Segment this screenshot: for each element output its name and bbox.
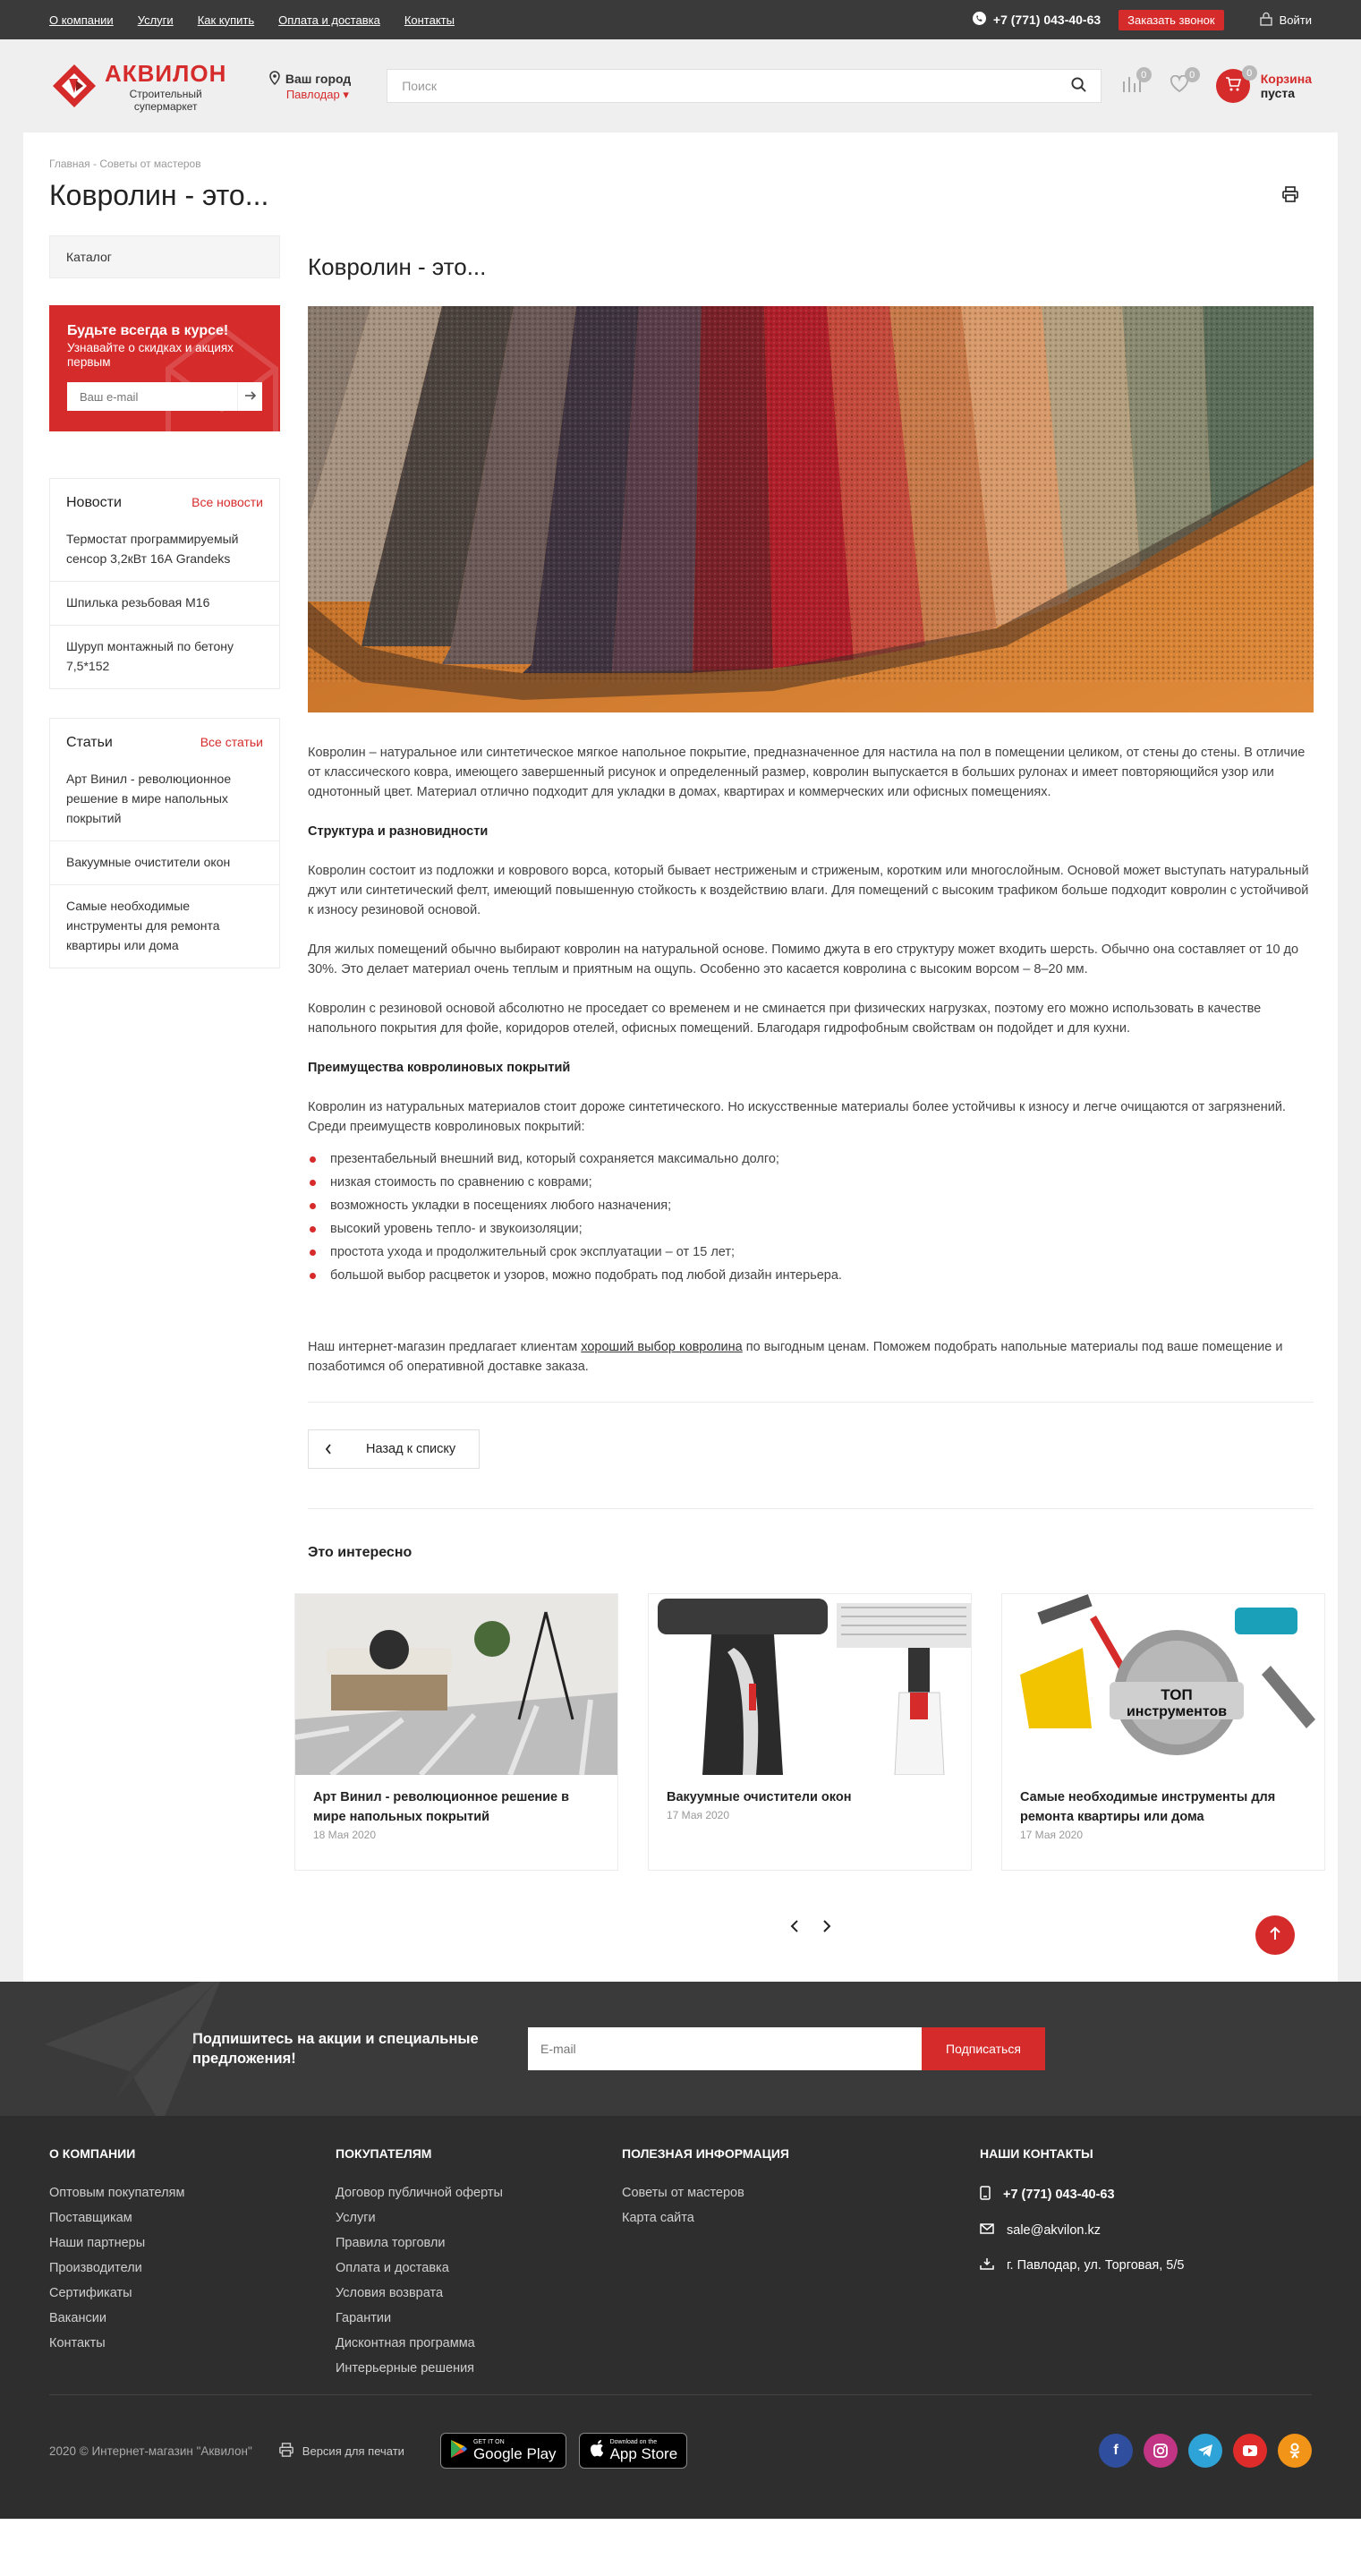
article-item[interactable]: Самые необходимые инструменты для ремонта квартиры или дома (66, 899, 220, 952)
city-label: Ваш город (285, 72, 352, 86)
footer (0, 2116, 1361, 2519)
footer-subscribe (0, 1982, 1361, 2116)
mobile-phone-icon (980, 2186, 991, 2204)
top-nav-about[interactable]: О компании (49, 13, 114, 27)
list-item: возможность укладки в посещениях любого назначения; (308, 1194, 1314, 1217)
cart-count: 0 (1242, 65, 1257, 81)
outro-text-a: Наш интернет-магазин предлагает клиентам (308, 1340, 582, 1354)
breadcrumb-separator: - (93, 158, 98, 170)
footer-subscribe-text: Подпишитесь на акции и специальные предложения! (192, 2031, 479, 2067)
subscribe-subtitle: Узнавайте о скидках и акциях первым (67, 341, 234, 369)
news-item[interactable]: Шуруп монтажный по бетону 7,5*152 (66, 639, 234, 673)
footer-link[interactable]: Дисконтная программа (336, 2336, 475, 2350)
articles-block (49, 718, 280, 968)
main-wrapper (0, 132, 1361, 1982)
paper-plane-icon (45, 1982, 224, 2116)
footer-link[interactable]: Гарантии (336, 2311, 392, 2325)
top-nav (49, 13, 455, 27)
cart-label: Корзина (1260, 72, 1312, 86)
arrow-up-icon (1269, 1926, 1281, 1944)
app-store-button[interactable] (579, 2433, 688, 2469)
logo-text (105, 60, 226, 113)
related-card[interactable] (294, 1593, 618, 1871)
footer-link[interactable]: Оплата и доставка (336, 2261, 449, 2275)
cart-status: пуста (1260, 86, 1296, 100)
interesting-heading: Это интересно (308, 1545, 413, 1560)
list-item: низкая стоимость по сравнению с коврами; (308, 1171, 1314, 1194)
footer-address (980, 2257, 1248, 2273)
instagram-icon[interactable] (1144, 2434, 1178, 2468)
news-block (49, 478, 280, 689)
app-store-text (610, 2439, 678, 2462)
mail-icon (980, 2223, 994, 2238)
breadcrumb-home[interactable]: Главная (49, 158, 90, 170)
article-outro (308, 1337, 1314, 1377)
subscribe-title: Будьте всегда в курсе! (67, 323, 229, 338)
footer-link[interactable]: Договор публичной оферты (336, 2186, 503, 2200)
google-play-text (473, 2439, 557, 2462)
app-store-small: Download on the (609, 2439, 658, 2445)
sidebar-subscribe (49, 305, 280, 431)
telegram-icon[interactable] (1188, 2434, 1222, 2468)
youtube-icon[interactable] (1233, 2434, 1267, 2468)
footer-link[interactable]: Правила торговли (336, 2236, 446, 2250)
city-value-row (286, 88, 378, 102)
cart-circle (1216, 67, 1253, 103)
news-title: Новости (66, 495, 122, 510)
top-phone-number: +7 (771) 043-40-63 (992, 13, 1102, 27)
facebook-icon[interactable]: f (1099, 2434, 1133, 2468)
footer-email[interactable] (980, 2223, 1248, 2238)
divider (308, 1508, 1314, 1509)
favorites-count: 0 (1185, 67, 1200, 82)
logo[interactable] (49, 60, 264, 113)
google-play-button[interactable] (440, 2433, 566, 2469)
tools-image-text-2: инструментов (1126, 1704, 1228, 1719)
top-phone[interactable] (973, 12, 1101, 28)
address-icon (980, 2257, 994, 2273)
top-nav-contacts[interactable]: Контакты (404, 13, 455, 27)
footer-col-info (622, 2146, 980, 2386)
page-title: Ковролин - это... (49, 179, 269, 211)
copyright: 2020 © Интернет-магазин "Аквилон" (49, 2444, 252, 2458)
card-date: 17 Мая 2020 (667, 1809, 730, 1821)
footer-link[interactable]: Наши партнеры (49, 2236, 146, 2250)
logo-sub-1: Строительный (129, 87, 202, 100)
phone-icon (973, 12, 986, 28)
footer-col-contacts (980, 2146, 1248, 2386)
card-date: 17 Мая 2020 (1020, 1829, 1084, 1841)
compare-count: 0 (1136, 67, 1152, 82)
footer-email-address: sale@akvilon.kz (1007, 2223, 1101, 2238)
main-content (23, 132, 1338, 1982)
print-icon[interactable] (1282, 186, 1298, 206)
cards-pager (308, 1919, 1314, 1937)
footer-link[interactable]: Условия возврата (336, 2286, 444, 2300)
carpet-catalog-link[interactable]: хороший выбор ковролина (581, 1340, 743, 1354)
scroll-to-top-button[interactable] (1255, 1915, 1295, 1955)
print-version-link[interactable] (279, 2443, 404, 2460)
related-cards (294, 1593, 1314, 1871)
vinyl-floor-image (295, 1594, 617, 1775)
top-bar-right (973, 10, 1312, 30)
back-to-list-button[interactable] (308, 1429, 480, 1469)
article-paragraph: Ковролин из натуральных материалов стоит дороже синтетического. Но искусственные материалы более устойчивы к износу и легче очищаются от загрязнений. Среди преимуществ ковролиновых покрытий: (308, 1100, 1286, 1134)
related-card[interactable] (648, 1593, 972, 1871)
footer-bottom (49, 2394, 1312, 2469)
footer-email-input[interactable] (528, 2042, 922, 2056)
article-paragraph: Ковролин с резиновой основой абсолютно не проседает со временем и не сминается при физических нагрузках, поэтому его можно использовать в качестве напольного покрытия для фойе, коридоров отелей, офисных помещений. Благодаря гидрофобным свойствам он подойдет и для кухни. (308, 1002, 1262, 1036)
footer-link[interactable]: Сертификаты (49, 2286, 132, 2300)
carpet-illustration (308, 306, 1314, 712)
top-nav-services[interactable]: Услуги (137, 13, 174, 27)
article-subheading: Преимущества ковролиновых покрытий (308, 1061, 571, 1075)
envelope-decor-icon (155, 315, 280, 431)
news-item[interactable]: Термостат программируемый сенсор 3,2кВт 16А Grandeks (50, 518, 279, 582)
list-item: большой выбор расцветок и узоров, можно подобрать под любой дизайн интерьера. (308, 1264, 1314, 1287)
city-label-row (268, 71, 378, 88)
footer-col-buyers (336, 2146, 622, 2386)
chevron-down-icon: ▾ (343, 87, 349, 101)
card-title: Самые необходимые инструменты для ремонта квартиры или дома (1020, 1790, 1276, 1824)
footer-link[interactable]: Производители (49, 2261, 142, 2275)
cart-button[interactable] (1216, 69, 1312, 103)
top-nav-how-to-buy[interactable]: Как купить (197, 13, 255, 27)
social-links (1099, 2434, 1312, 2468)
all-articles-link[interactable]: Все статьи (200, 735, 263, 749)
chevron-left-icon (309, 1444, 348, 1454)
news-item[interactable]: Шпилька резьбовая М16 (50, 582, 279, 626)
search-input[interactable] (402, 79, 1071, 93)
google-play-big: Google Play (472, 2445, 557, 2462)
card-date: 18 Мая 2020 (313, 1829, 377, 1841)
footer-col-title: ПОЛЕЗНАЯ ИНФОРМАЦИЯ (622, 2146, 789, 2161)
articles-head (50, 719, 279, 758)
footer-col-title: ПОКУПАТЕЛЯМ (336, 2146, 432, 2161)
footer-link[interactable]: Вакансии (49, 2311, 106, 2325)
divider (308, 1402, 1314, 1403)
card-title: Вакуумные очистители окон (667, 1790, 852, 1804)
back-label: Назад к списку (366, 1442, 456, 1456)
top-tools-image (1002, 1594, 1324, 1775)
favorites-button[interactable] (1168, 69, 1195, 98)
footer-link[interactable]: Контакты (49, 2336, 106, 2350)
article-paragraph: Для жилых помещений обычно выбирают ковролин на натуральной основе. Помимо джута в его структуру может входить шерсть. Обычно она составляет от 10 до 30%. Это делает материал очень теплым и приятным на ощупь. Особенно это касается ковролина с высоким ворсом – 8–20 мм. (308, 943, 1299, 977)
articles-title: Статьи (66, 735, 113, 750)
city-selector[interactable] (268, 71, 378, 102)
card-title: Арт Винил - революционное решение в мире напольных покрытий (313, 1790, 570, 1824)
compare-button[interactable] (1119, 69, 1147, 98)
footer-col-company (49, 2146, 336, 2386)
footer-phone-number: +7 (771) 043-40-63 (1003, 2188, 1115, 2202)
apple-icon (589, 2439, 605, 2462)
breadcrumb (49, 158, 1312, 170)
article-item[interactable]: Арт Винил - революционное решение в мире напольных покрытий (50, 758, 279, 841)
article-heading: Ковролин - это... (308, 253, 487, 280)
google-play-icon (450, 2439, 468, 2462)
window-vacuum-image (649, 1594, 971, 1775)
footer-address-text: г. Павлодар, ул. Торговая, 5/5 (1007, 2258, 1185, 2273)
catalog-button[interactable]: Каталог (49, 235, 280, 278)
footer-link[interactable]: Услуги (336, 2211, 376, 2225)
list-item: простота ухода и продолжительный срок эксплуатации – от 15 лет; (308, 1241, 1314, 1264)
login-label: Войти (1279, 13, 1312, 27)
tools-image-text-1: ТОП (1161, 1686, 1193, 1703)
printer-icon (279, 2443, 293, 2460)
next-arrow-icon[interactable] (822, 1919, 831, 1937)
footer-link[interactable]: Карта сайта (622, 2211, 694, 2225)
news-head (50, 479, 279, 518)
header-icons (1119, 69, 1312, 103)
odnoklassniki-icon[interactable] (1278, 2434, 1312, 2468)
footer-col-title: О КОМПАНИИ (49, 2146, 136, 2161)
article-paragraph: Ковролин состоит из подложки и коврового ворса, который бывает нестриженым и стриженым, коротким или многослойным. Основой может выступать натуральный джут или синтетический фелт, имеющий повышенную стойкость к воздействию влаги. Для помещений с высоким трафиком больше подходит ковролин с устойчивой к износу резиновой основой. (308, 864, 1309, 917)
callback-button[interactable]: Заказать звонок (1119, 10, 1223, 30)
footer-link[interactable]: Поставщикам (49, 2211, 132, 2225)
article-paragraph: Ковролин – натуральное или синтетическое мягкое напольное покрытие, предназначенное для настила на пол в помещении целиком, от стены до стены. В отличие от классического ковра, имеющего завершенный рисунок и определенный размер, ковролин выпускается в больших рулонах и имеет повторяющийся узор или однотонный цвет. Материал отлично подходит для укладки в домах, квартирах и коммерческих или офисных помещениях. (308, 746, 1306, 799)
footer-columns (49, 2146, 1312, 2386)
site-header (0, 39, 1361, 132)
sidebar (49, 235, 280, 1937)
outro-text-b: по выгодным ценам. Поможем подобрать напольные материалы под ваше помещение и позаботимся об оперативной доставке заказа. (308, 1340, 1283, 1374)
article-item[interactable]: Вакуумные очистители окон (50, 841, 279, 885)
app-store-big: App Store (609, 2445, 678, 2462)
city-value: Павлодар (285, 87, 340, 101)
carpet-samples-image (308, 306, 1314, 712)
footer-subscribe-button[interactable]: Подписаться (922, 2027, 1045, 2070)
login-link[interactable] (1260, 12, 1312, 29)
list-item: высокий уровень тепло- и звукоизоляции; (308, 1217, 1314, 1241)
logo-mark-icon (49, 61, 99, 111)
footer-link[interactable]: Интерьерные решения (336, 2361, 475, 2376)
footer-col-title: НАШИ КОНТАКТЫ (980, 2146, 1093, 2161)
all-news-link[interactable]: Все новости (191, 495, 263, 509)
google-play-small: GET IT ON (472, 2439, 505, 2445)
cart-icon (1225, 76, 1241, 96)
logo-name: АКВИЛОН (105, 59, 227, 87)
logo-sub-2: супермаркет (133, 99, 198, 113)
article-subheading: Структура и разновидности (308, 824, 489, 839)
location-pin-icon (268, 71, 281, 88)
article (308, 235, 1314, 1937)
top-nav-payment[interactable]: Оплата и доставка (278, 13, 380, 27)
footer-link[interactable]: Советы от мастеров (622, 2186, 744, 2200)
footer-phone[interactable] (980, 2186, 1248, 2204)
app-store-badges (440, 2433, 687, 2469)
search-bar (387, 69, 1102, 103)
content-area (49, 235, 1312, 1937)
list-item: презентабельный внешний вид, который сохраняется максимально долго; (308, 1147, 1314, 1171)
top-bar (0, 0, 1361, 39)
footer-link[interactable]: Оптовым покупателям (49, 2186, 185, 2200)
breadcrumb-current[interactable]: Советы от мастеров (99, 158, 201, 170)
title-row (49, 179, 1312, 212)
advantages-list (308, 1147, 1314, 1287)
prev-arrow-icon[interactable] (790, 1919, 799, 1937)
search-icon[interactable] (1071, 77, 1086, 96)
lock-icon (1260, 12, 1272, 29)
related-card[interactable] (1001, 1593, 1325, 1871)
cart-labels (1261, 72, 1312, 100)
footer-subscribe-field (528, 2027, 1045, 2070)
print-version-label: Версия для печати (302, 2444, 404, 2458)
